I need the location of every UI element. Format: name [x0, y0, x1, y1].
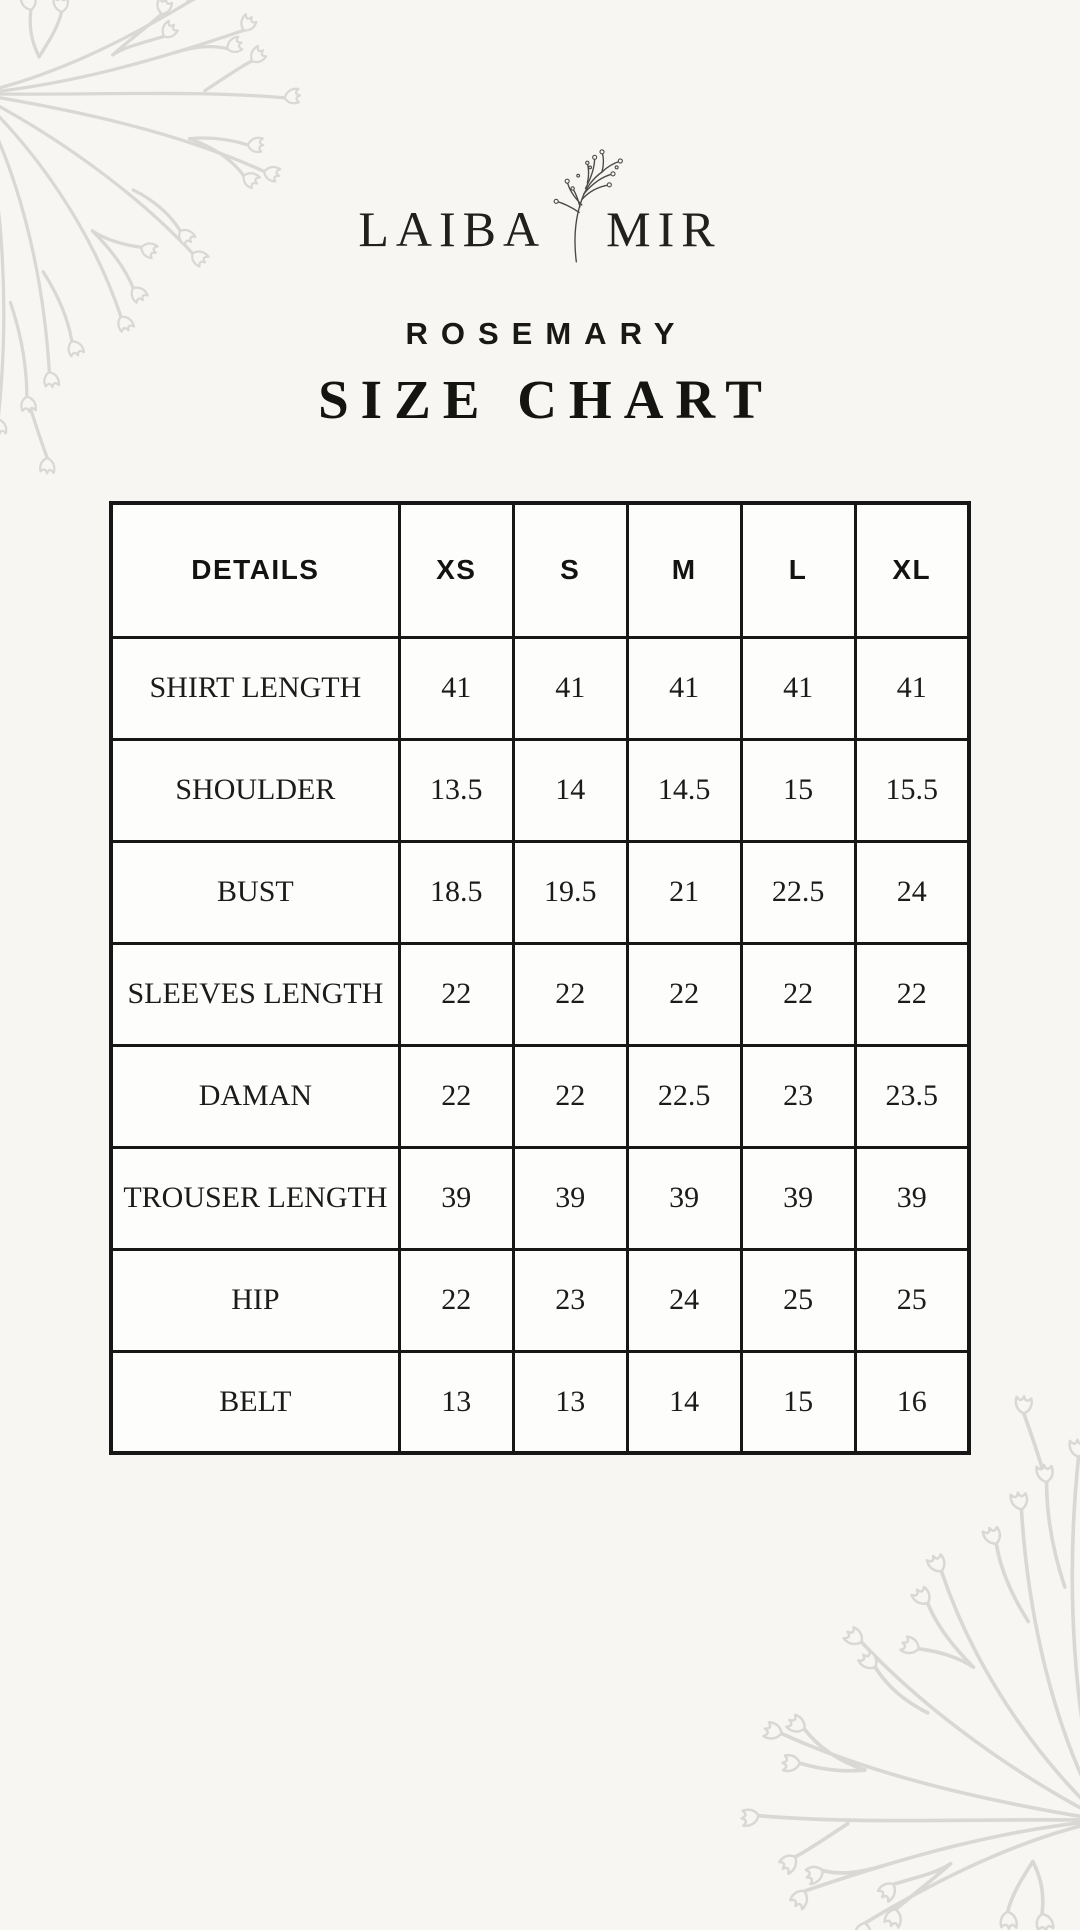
size-value-cell: 13	[513, 1351, 627, 1453]
size-value-cell: 25	[855, 1249, 969, 1351]
size-value-cell: 22	[399, 943, 513, 1045]
table-row	[111, 1147, 969, 1249]
table-row	[111, 841, 969, 943]
table-row	[111, 1249, 969, 1351]
size-value-cell: 14	[513, 739, 627, 841]
row-label-cell: DAMAN	[111, 1045, 399, 1147]
size-value-cell: 41	[513, 637, 627, 739]
row-label-cell: SHOULDER	[111, 739, 399, 841]
size-value-cell: 15	[741, 739, 855, 841]
size-value-cell: 39	[513, 1147, 627, 1249]
size-value-cell: 22	[855, 943, 969, 1045]
size-value-cell: 18.5	[399, 841, 513, 943]
size-value-cell: 22	[399, 1045, 513, 1147]
page-title: SIZE CHART	[318, 369, 774, 430]
size-value-cell: 41	[399, 637, 513, 739]
size-value-cell: 39	[855, 1147, 969, 1249]
size-value-cell: 19.5	[513, 841, 627, 943]
brand-name-right: MIR	[606, 201, 722, 257]
size-value-cell: 23	[741, 1045, 855, 1147]
size-value-cell: 14	[627, 1351, 741, 1453]
size-value-cell: 14.5	[627, 739, 741, 841]
table-row	[111, 637, 969, 739]
size-value-cell: 22.5	[741, 841, 855, 943]
size-value-cell: 13	[399, 1351, 513, 1453]
size-value-cell: 24	[855, 841, 969, 943]
column-header-cell: XL	[855, 503, 969, 637]
size-value-cell: 23	[513, 1249, 627, 1351]
table-row	[111, 1045, 969, 1147]
size-value-cell: 25	[741, 1249, 855, 1351]
size-value-cell: 23.5	[855, 1045, 969, 1147]
column-header-cell: DETAILS	[111, 503, 399, 637]
size-value-cell: 41	[627, 637, 741, 739]
table-header	[111, 503, 969, 637]
row-label-cell: SHIRT LENGTH	[111, 637, 399, 739]
product-name: ROSEMARY	[405, 316, 688, 351]
column-header-cell: S	[513, 503, 627, 637]
size-value-cell: 22.5	[627, 1045, 741, 1147]
size-value-cell: 39	[399, 1147, 513, 1249]
size-value-cell: 22	[513, 943, 627, 1045]
size-value-cell: 15	[741, 1351, 855, 1453]
size-value-cell: 39	[741, 1147, 855, 1249]
column-header-cell: XS	[399, 503, 513, 637]
header-row	[111, 503, 969, 637]
brand-logo	[0, 146, 1080, 264]
table-row	[111, 1351, 969, 1453]
table-row	[111, 739, 969, 841]
size-value-cell: 22	[399, 1249, 513, 1351]
size-value-cell: 39	[627, 1147, 741, 1249]
brand-name-left: LAIBA	[358, 201, 547, 257]
size-value-cell: 16	[855, 1351, 969, 1453]
row-label-cell: BELT	[111, 1351, 399, 1453]
size-chart-table	[109, 501, 971, 1455]
column-header-cell: M	[627, 503, 741, 637]
floral-branch-decoration-top-left	[0, 0, 430, 572]
size-value-cell: 21	[627, 841, 741, 943]
row-label-cell: BUST	[111, 841, 399, 943]
size-value-cell: 22	[513, 1045, 627, 1147]
column-header-cell: L	[741, 503, 855, 637]
table-body	[111, 637, 969, 1453]
table-row	[111, 943, 969, 1045]
row-label-cell: TROUSER LENGTH	[111, 1147, 399, 1249]
size-value-cell: 15.5	[855, 739, 969, 841]
row-label-cell: HIP	[111, 1249, 399, 1351]
size-value-cell: 24	[627, 1249, 741, 1351]
size-value-cell: 41	[855, 637, 969, 739]
size-value-cell: 22	[627, 943, 741, 1045]
row-label-cell: SLEEVES LENGTH	[111, 943, 399, 1045]
size-value-cell: 22	[741, 943, 855, 1045]
table-container	[0, 501, 1080, 1455]
size-value-cell: 41	[741, 637, 855, 739]
size-value-cell: 13.5	[399, 739, 513, 841]
